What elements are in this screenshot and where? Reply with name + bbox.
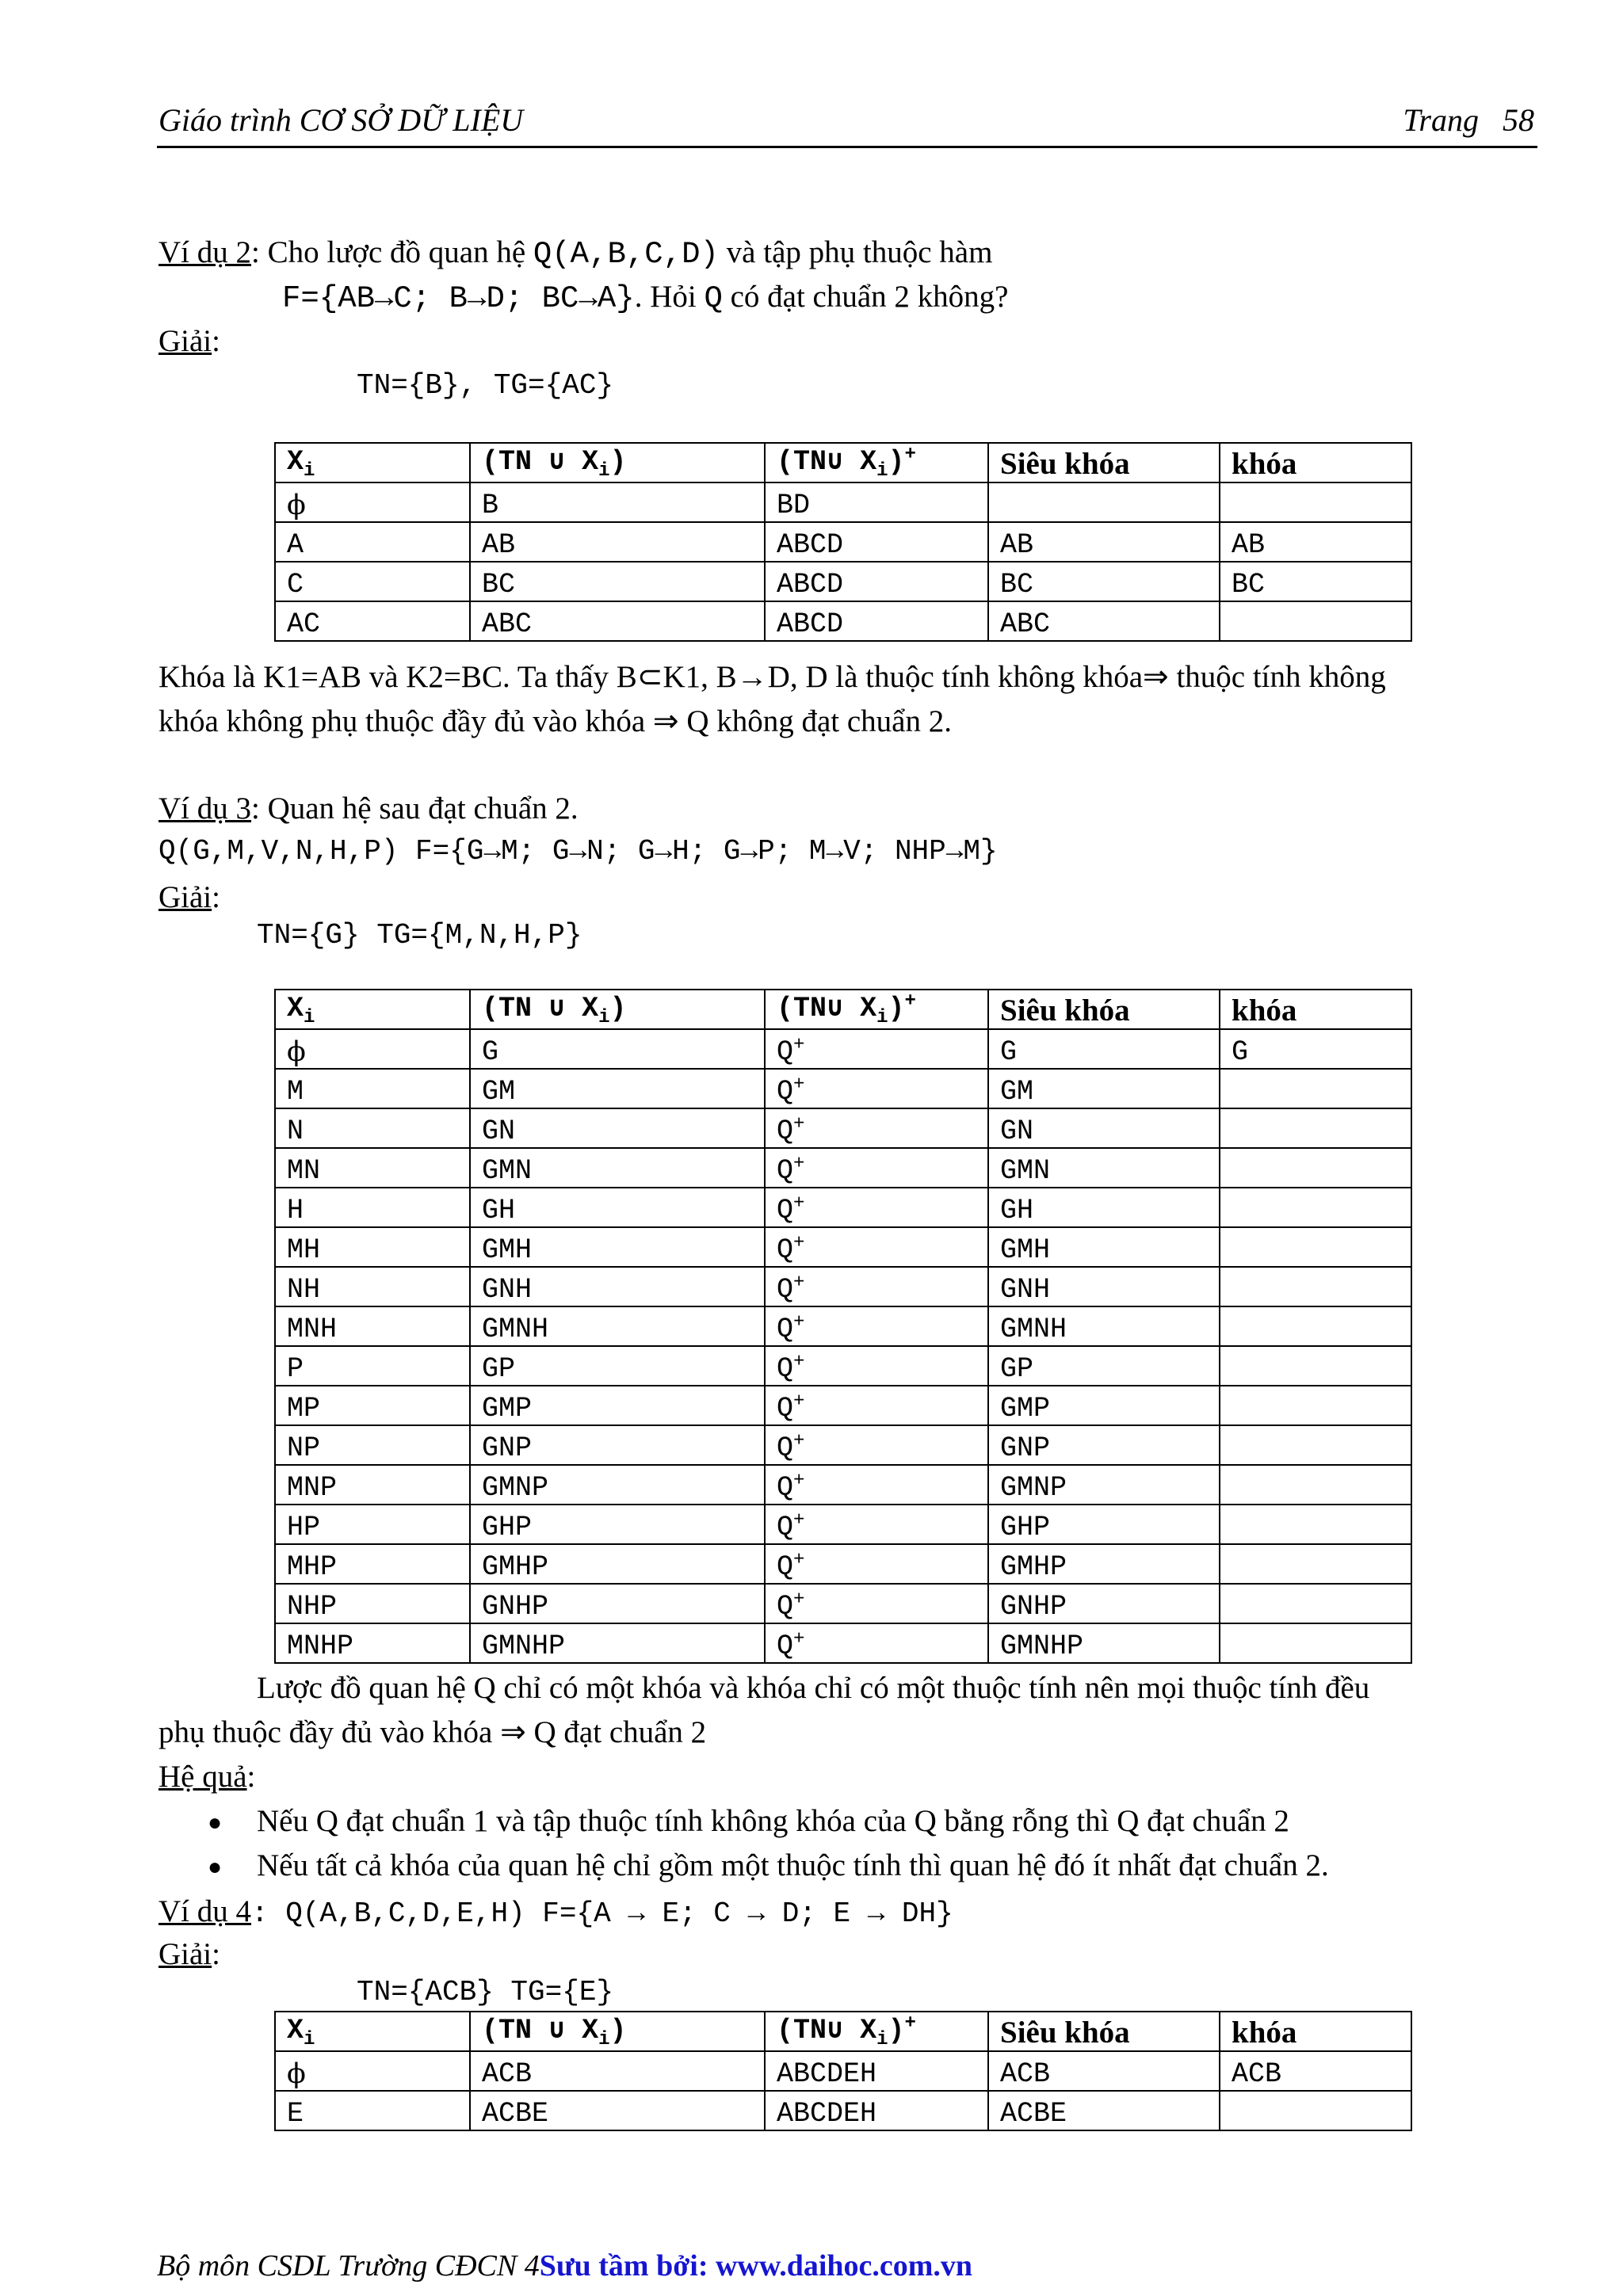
table-row xyxy=(275,1425,1411,1465)
footer xyxy=(157,2248,972,2283)
table-cell: G xyxy=(470,1029,765,1069)
table-cell: BD xyxy=(765,482,988,522)
table-cell: GM xyxy=(988,1069,1220,1108)
table-cell: GN xyxy=(988,1108,1220,1148)
table-header-cell: khóa xyxy=(1220,2012,1411,2051)
table-cell: GNP xyxy=(988,1425,1220,1465)
table-header-cell: khóa xyxy=(1220,990,1411,1029)
ex3-schema: Q(G,M,V,N,H,P) F={G→M; G→N; G→H; G→P; M→V; NHP→M} xyxy=(158,835,998,868)
ex4-label: Ví dụ 4 xyxy=(158,1894,251,1928)
table-cell: E xyxy=(275,2091,470,2130)
table-cell: AB xyxy=(988,522,1220,562)
ex2-tn: TN={B}, TG={AC} xyxy=(357,369,614,402)
table-cell xyxy=(1220,1227,1411,1267)
table-row xyxy=(275,1505,1411,1544)
table-row xyxy=(275,1306,1411,1346)
table-cell: BC xyxy=(1220,562,1411,601)
table-cell: Q+ xyxy=(765,1227,988,1267)
footer-credit: Sưu tầm bởi: www.daihoc.com.vn xyxy=(539,2249,973,2283)
table-cell xyxy=(1220,1267,1411,1306)
ex3-text: : Quan hệ sau đạt chuẩn 2. xyxy=(251,791,579,826)
table-cell: GMNHP xyxy=(470,1623,765,1663)
table-cell: G xyxy=(988,1029,1220,1069)
table-cell: Q+ xyxy=(765,1188,988,1227)
table-cell: NP xyxy=(275,1425,470,1465)
table-header-cell: (TN∪ $X_i)^+$ xyxy=(765,990,988,1029)
table-cell: MN xyxy=(275,1148,470,1188)
table-cell: GMN xyxy=(470,1148,765,1188)
table-header-cell: $X_i$ xyxy=(275,2012,470,2051)
table-row xyxy=(275,1584,1411,1623)
table-cell xyxy=(1220,1346,1411,1386)
table-cell: MH xyxy=(275,1227,470,1267)
table-cell: ACBE xyxy=(988,2091,1220,2130)
table-row xyxy=(275,1465,1411,1505)
table-cell: GNHP xyxy=(470,1584,765,1623)
table-cell: ABC xyxy=(988,601,1220,641)
table-cell: MP xyxy=(275,1386,470,1425)
table-row xyxy=(275,1227,1411,1267)
table-cell: GHP xyxy=(470,1505,765,1544)
table-cell xyxy=(1220,1465,1411,1505)
table-cell: G xyxy=(1220,1029,1411,1069)
table-row xyxy=(275,2091,1411,2130)
ex2-question: có đạt chuẩn 2 không? xyxy=(722,280,1009,314)
table-cell xyxy=(1220,601,1411,641)
table-cell: A xyxy=(275,522,470,562)
table-cell: AB xyxy=(1220,522,1411,562)
table-cell xyxy=(988,482,1220,522)
ex3-tn: TN={G} TG={M,N,H,P} xyxy=(257,919,582,952)
ex2-line2 xyxy=(282,279,1008,316)
table-cell: N xyxy=(275,1108,470,1148)
table-cell: GMHP xyxy=(470,1544,765,1584)
table-header-row xyxy=(275,2012,1411,2051)
table-cell: ABC xyxy=(470,601,765,641)
table-cell: NH xyxy=(275,1267,470,1306)
table-cell: GMH xyxy=(988,1227,1220,1267)
table-header-row xyxy=(275,990,1411,1029)
table-row xyxy=(275,1267,1411,1306)
table-cell: GNH xyxy=(470,1267,765,1306)
table-cell: GMN xyxy=(988,1148,1220,1188)
table-cell: Q+ xyxy=(765,1386,988,1425)
ex4-tn: TN={ACB} TG={E} xyxy=(357,1976,614,2008)
table-cell: GMP xyxy=(470,1386,765,1425)
table-row xyxy=(275,1069,1411,1108)
table-cell: GM xyxy=(470,1069,765,1108)
table-cell: Q+ xyxy=(765,1306,988,1346)
table-cell: ABCD xyxy=(765,562,988,601)
table-cell xyxy=(1220,1148,1411,1188)
table-cell: Q+ xyxy=(765,1623,988,1663)
ex2-q: Q xyxy=(704,281,723,316)
table-cell xyxy=(1220,1108,1411,1148)
table-header-cell: Siêu khóa xyxy=(988,443,1220,482)
table-cell: ACB xyxy=(470,2051,765,2091)
table-cell: GMP xyxy=(988,1386,1220,1425)
table-cell: GMNHP xyxy=(988,1623,1220,1663)
table-cell: NHP xyxy=(275,1584,470,1623)
header-title: Giáo trình CƠ SỞ DỮ LIỆU xyxy=(158,102,524,138)
table-cell: Q+ xyxy=(765,1465,988,1505)
table-row xyxy=(275,562,1411,601)
table-cell: ACB xyxy=(988,2051,1220,2091)
ex3-table xyxy=(274,989,1412,1664)
table-row xyxy=(275,1148,1411,1188)
ex3-label: Ví dụ 3 xyxy=(158,791,251,826)
table-cell: ABCD xyxy=(765,522,988,562)
table-cell xyxy=(1220,1069,1411,1108)
ex2-text2: và tập phụ thuộc hàm xyxy=(718,235,993,269)
table-cell xyxy=(1220,1425,1411,1465)
table-cell xyxy=(1220,482,1411,522)
table-header-cell: Siêu khóa xyxy=(988,990,1220,1029)
table-cell: ϕ xyxy=(275,1029,470,1069)
ex2-conclusion-1: Khóa là K1=AB và K2=BC. Ta thấy B⊂K1, B→D, D là thuộc tính không khóa⇒ thuộc tính không xyxy=(158,660,1386,694)
table-cell: BC xyxy=(988,562,1220,601)
table-header-cell: (TN∪ $X_i)^+$ xyxy=(765,2012,988,2051)
table-cell: P xyxy=(275,1346,470,1386)
table-cell: GMNP xyxy=(470,1465,765,1505)
table-row xyxy=(275,1544,1411,1584)
table-cell xyxy=(1220,1386,1411,1425)
table-cell: Q+ xyxy=(765,1108,988,1148)
table-cell: AB xyxy=(470,522,765,562)
table-row xyxy=(275,1623,1411,1663)
table-cell: Q+ xyxy=(765,1346,988,1386)
table-cell: GNH xyxy=(988,1267,1220,1306)
header-rule xyxy=(157,146,1537,148)
ex3-line1 xyxy=(158,791,579,826)
table-header-cell: (TN∪ $X_i)^+$ xyxy=(765,443,988,482)
table-cell xyxy=(1220,1584,1411,1623)
table-cell xyxy=(1220,1544,1411,1584)
ex2-solve: Giải: xyxy=(158,324,220,358)
table-header-cell: $X_i$ xyxy=(275,990,470,1029)
table-cell: ABCDEH xyxy=(765,2091,988,2130)
table-cell: ϕ xyxy=(275,482,470,522)
table-header-cell: (TN ∪ $X_i$) xyxy=(470,2012,765,2051)
table-cell: Q+ xyxy=(765,1267,988,1306)
table-cell: ABCD xyxy=(765,601,988,641)
ex2-schema: Q(A,B,C,D) xyxy=(533,237,719,272)
ex2-line1 xyxy=(158,235,992,272)
table-cell: Q+ xyxy=(765,1029,988,1069)
table-cell xyxy=(1220,2091,1411,2130)
table-row xyxy=(275,601,1411,641)
table-cell: ACB xyxy=(1220,2051,1411,2091)
table-cell: C xyxy=(275,562,470,601)
table-header-cell: $X_i$ xyxy=(275,443,470,482)
table-row xyxy=(275,1029,1411,1069)
table-cell: GNP xyxy=(470,1425,765,1465)
table-cell: GNHP xyxy=(988,1584,1220,1623)
ex2-solve-label: Giải xyxy=(158,324,212,358)
ex2-text3: . Hỏi xyxy=(634,280,705,314)
table-header-cell: khóa xyxy=(1220,443,1411,482)
table-cell: Q+ xyxy=(765,1544,988,1584)
bullet-icon: ● xyxy=(208,1854,223,1880)
ex4-solve-label: Giải xyxy=(158,1937,212,1971)
table-cell: BC xyxy=(470,562,765,601)
ex4-table xyxy=(274,2011,1412,2131)
table-cell: GH xyxy=(988,1188,1220,1227)
ex3-conclusion-1: Lược đồ quan hệ Q chỉ có một khóa và khóa chỉ có một thuộc tính nên mọi thuộc tính đều xyxy=(257,1671,1370,1705)
ex4-schema: : Q(A,B,C,D,E,H) F={A → E; C → D; E → DH} xyxy=(251,1897,953,1930)
table-cell: GMNH xyxy=(470,1306,765,1346)
table-cell: Q+ xyxy=(765,1069,988,1108)
table-cell: GHP xyxy=(988,1505,1220,1544)
table-cell: GMH xyxy=(470,1227,765,1267)
table-header-row xyxy=(275,443,1411,482)
table-cell xyxy=(1220,1188,1411,1227)
table-cell: GMNP xyxy=(988,1465,1220,1505)
table-header-cell: (TN ∪ $X_i$) xyxy=(470,990,765,1029)
table-cell: ABCDEH xyxy=(765,2051,988,2091)
corollary-label: Hệ quả xyxy=(158,1760,247,1794)
table-row xyxy=(275,522,1411,562)
table-cell: GH xyxy=(470,1188,765,1227)
table-cell: MHP xyxy=(275,1544,470,1584)
table-cell: Q+ xyxy=(765,1148,988,1188)
ex3-conclusion-2: phụ thuộc đầy đủ vào khóa ⇒ Q đạt chuẩn 2 xyxy=(158,1715,707,1749)
table-row xyxy=(275,482,1411,522)
table-cell: MNHP xyxy=(275,1623,470,1663)
bullet-icon: ● xyxy=(208,1810,223,1836)
table-cell: AC xyxy=(275,601,470,641)
ex2-table xyxy=(274,442,1412,642)
table-cell: ACBE xyxy=(470,2091,765,2130)
table-row xyxy=(275,1108,1411,1148)
table-cell xyxy=(1220,1623,1411,1663)
page-number: Trang 58 xyxy=(1403,102,1534,138)
table-header-cell: Siêu khóa xyxy=(988,2012,1220,2051)
table-cell: GMHP xyxy=(988,1544,1220,1584)
table-cell: Q+ xyxy=(765,1505,988,1544)
table-cell: GMNH xyxy=(988,1306,1220,1346)
ex4-line1 xyxy=(158,1894,953,1930)
table-cell: MNH xyxy=(275,1306,470,1346)
table-cell: H xyxy=(275,1188,470,1227)
table-cell: Q+ xyxy=(765,1584,988,1623)
table-cell: M xyxy=(275,1069,470,1108)
ex4-solve: Giải: xyxy=(158,1937,220,1971)
table-cell: ϕ xyxy=(275,2051,470,2091)
ex2-fd: F={AB→C; B→D; BC→A} xyxy=(282,281,635,316)
table-cell: MNP xyxy=(275,1465,470,1505)
corollary-item-2: Nếu tất cả khóa của quan hệ chỉ gồm một thuộc tính thì quan hệ đó ít nhất đạt chuẩn 2. xyxy=(257,1848,1329,1882)
ex2-label: Ví dụ 2 xyxy=(158,235,251,269)
table-row xyxy=(275,1346,1411,1386)
table-row xyxy=(275,1386,1411,1425)
table-row xyxy=(275,2051,1411,2091)
table-cell: HP xyxy=(275,1505,470,1544)
table-cell: GN xyxy=(470,1108,765,1148)
ex3-solve: Giải: xyxy=(158,880,220,914)
table-header-cell: (TN ∪ $X_i$) xyxy=(470,443,765,482)
ex2-conclusion-2: khóa không phụ thuộc đầy đủ vào khóa ⇒ Q không đạt chuẩn 2. xyxy=(158,704,952,738)
table-cell xyxy=(1220,1306,1411,1346)
corollary-title: Hệ quả: xyxy=(158,1760,256,1794)
table-cell: Q+ xyxy=(765,1425,988,1465)
table-cell: GP xyxy=(470,1346,765,1386)
ex2-text: : Cho lược đồ quan hệ xyxy=(251,235,533,269)
footer-text: Bộ môn CSDL Trường CĐCN 4 xyxy=(157,2249,540,2283)
corollary-item-1: Nếu Q đạt chuẩn 1 và tập thuộc tính không khóa của Q bằng rỗng thì Q đạt chuẩn 2 xyxy=(257,1804,1289,1838)
table-cell: GP xyxy=(988,1346,1220,1386)
table-row xyxy=(275,1188,1411,1227)
ex3-solve-label: Giải xyxy=(158,880,212,914)
table-cell xyxy=(1220,1505,1411,1544)
table-cell: B xyxy=(470,482,765,522)
